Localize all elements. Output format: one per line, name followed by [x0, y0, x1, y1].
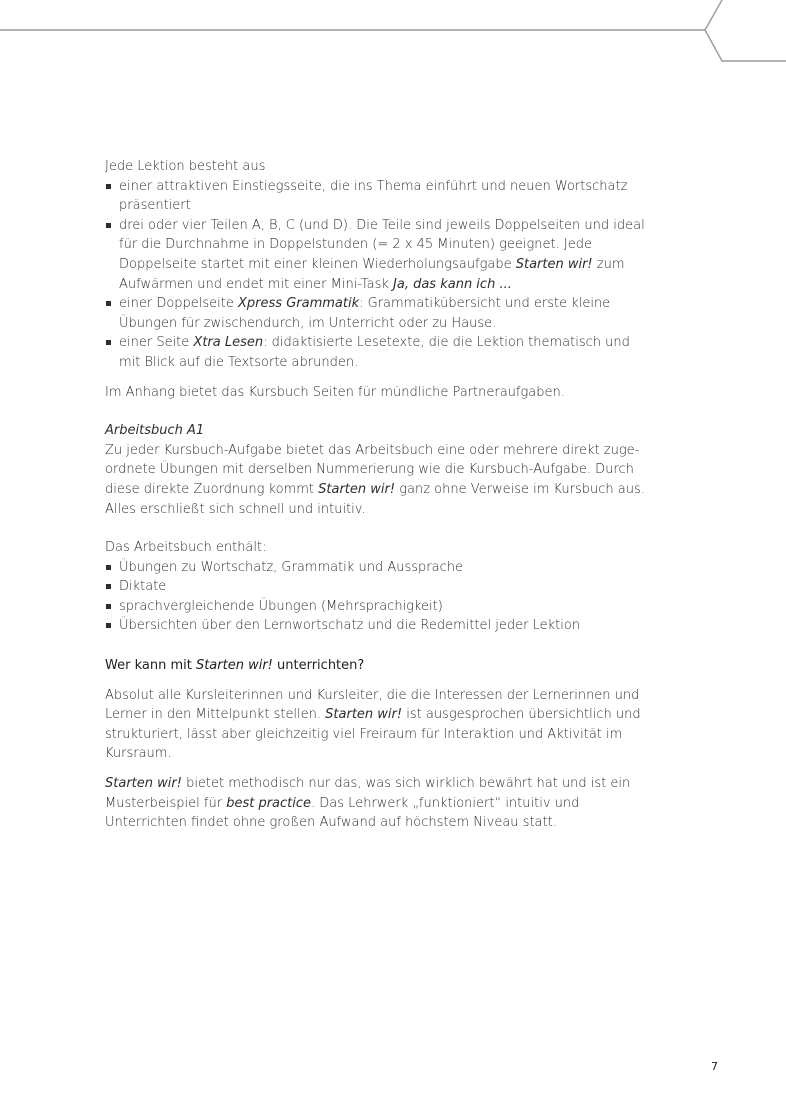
who-paragraph-1: Absolut alle Kursleiterinnen und Kursleiter, die die Interessen der Lernerinnen und Lerner in den Mittelpunkt stellen. Starten wir! ist ausgesprochen übersichtlich und strukturiert, lässt aber gleichzeitig viel Freiraum für Interaktion und Aktivität im Kursraum. [105, 687, 641, 762]
appendix-paragraph: Im Anhang bietet das Kursbuch Seiten für mündliche Partneraufgaben. [105, 384, 565, 400]
list-item: sprachvergleichende Übungen (Mehrsprachigkeit) [105, 597, 650, 617]
arbeitsbuch-title: Arbeitsbuch A1 [105, 423, 205, 439]
lesson-structure-list [105, 177, 650, 373]
list-item: einer Doppelseite Xpress Grammatik: Grammatikübersicht und erste kleine Übungen für zwischendurch, im Unterricht oder zu Hause. [105, 294, 650, 333]
who-can-teach-heading: Wer kann mit Starten wir! unterrichten? [105, 658, 365, 674]
list-item: einer attraktiven Einstiegsseite, die ins Thema einführt und neuen Wortschatz präsentiert [105, 177, 650, 216]
lesson-structure-lead: Jede Lektion besteht aus [105, 159, 266, 174]
arbeitsbuch-contents-list [105, 558, 650, 636]
who-paragraph-2: Starten wir! bietet methodisch nur das, was sich wirklich bewährt hat und ist ein Musterbeispiel für best practice. Das Lehrwerk „funktioniert“ intuitiv und Unterrichten findet ohne großen Aufwand auf höchstem Niveau statt. [105, 776, 631, 831]
list-item: Übersichten über den Lernwortschatz und die Redemittel jeder Lektion [105, 616, 650, 636]
header-rule-line [0, 0, 786, 70]
page-content [105, 157, 650, 833]
list-item: drei oder vier Teilen A, B, C (und D). Die Teile sind jeweils Doppelseiten und ideal für die Durchnahme in Doppelstunden (= 2 x 45 Minuten) geeignet. Jede Doppelseite startet mit einer kleinen Wiederholungsaufgabe Starten wir! zum Aufwärmen und endet mit einer Mini-Task Ja, das kann ich ... [105, 216, 650, 294]
list-item: Diktate [105, 577, 650, 597]
arbeitsbuch-paragraph: Zu jeder Kursbuch-Aufgabe bietet das Arbeitsbuch eine oder mehrere direkt zuge-ordnete Übungen mit derselben Nummerierung wie die Kursbuch-Aufgabe. Durch diese direkte Zuordnung kommt Starten wir! ganz ohne Verweise im Kursbuch aus. Alles erschließt sich schnell und intuitiv. [105, 442, 645, 517]
arbeitsbuch-contents-lead: Das Arbeitsbuch enthält: [105, 540, 267, 556]
page-number: 7 [711, 1060, 718, 1073]
list-item: Übungen zu Wortschatz, Grammatik und Aussprache [105, 558, 650, 578]
list-item: einer Seite Xtra Lesen: didaktisierte Lesetexte, die die Lektion thematisch und mit Blick auf die Textsorte abrunden. [105, 333, 650, 372]
